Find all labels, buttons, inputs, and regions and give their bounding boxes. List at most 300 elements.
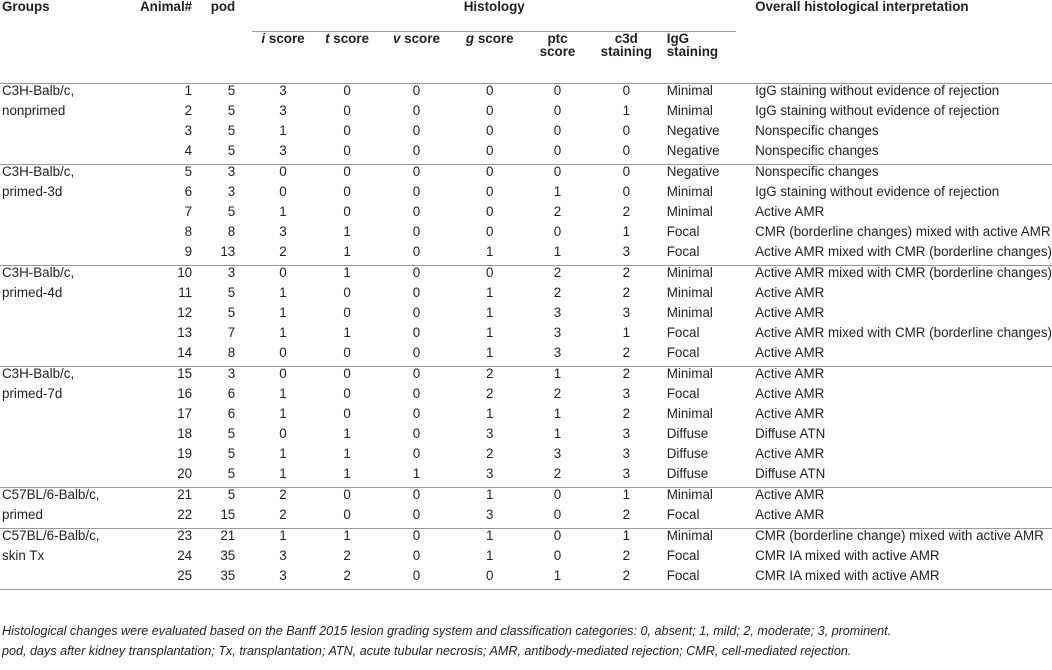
interpretation-cell: Active AMR — [736, 346, 1052, 367]
pod-cell: 15 — [192, 508, 235, 529]
v-score-cell: 0 — [412, 183, 421, 199]
ptc-score-cell: 0 — [527, 144, 588, 165]
t-score-cell: 1 — [314, 467, 381, 488]
animal-cell: 13 — [177, 324, 193, 340]
table-row — [0, 427, 1052, 447]
i-score-cell: 0 — [252, 346, 313, 367]
i-score-cell: 3 — [279, 547, 287, 563]
c3d-cell: 0 — [622, 183, 631, 199]
pod-cell: 6 — [227, 385, 236, 401]
pod-cell: 5 — [227, 122, 236, 138]
g-score-cell: 1 — [486, 547, 494, 563]
interpretation-cell: CMR (borderline changes) mixed with active AMR — [755, 223, 1051, 239]
pod-cell: 5 — [192, 144, 235, 165]
t-score-cell: 0 — [343, 486, 351, 502]
g-score-cell: 0 — [486, 203, 494, 219]
i-score-cell: 1 — [279, 445, 287, 461]
pod-cell: 7 — [227, 324, 236, 340]
v-score-cell: 0 — [412, 122, 421, 138]
ptc-score-cell: 3 — [553, 445, 562, 461]
v-score-cell: 1 — [381, 467, 453, 488]
g-score-cell: 1 — [486, 304, 494, 320]
animal-cell: 24 — [177, 547, 193, 563]
ptc-score-cell: 3 — [553, 304, 562, 320]
table-row — [0, 144, 1052, 165]
header-i-score: i score — [252, 31, 313, 83]
t-score-cell: 1 — [343, 223, 351, 239]
v-score-cell: 0 — [412, 405, 421, 421]
header-v-score: v score — [381, 31, 453, 83]
animal-cell: 12 — [177, 304, 193, 320]
ptc-score-cell: 0 — [553, 547, 562, 563]
ptc-score-cell: 2 — [553, 385, 562, 401]
i-score-cell: 1 — [279, 203, 287, 219]
pod-cell: 8 — [227, 223, 236, 239]
header-c3d-staining: c3d staining — [588, 31, 665, 83]
table-row — [0, 528, 1052, 549]
animal-cell: 8 — [184, 223, 193, 239]
ptc-score-cell: 1 — [553, 405, 562, 421]
animal-cell: 3 — [184, 122, 193, 138]
c3d-cell: 1 — [622, 102, 631, 118]
igg-cell: Negative — [666, 122, 720, 138]
t-score-cell: 1 — [343, 527, 351, 543]
group-name: C3H-Balb/c, — [2, 264, 75, 280]
g-score-cell: 0 — [486, 82, 494, 98]
igg-cell: Minimal — [666, 527, 713, 543]
group-name: C57BL/6-Balb/c, — [2, 527, 100, 543]
group-name-cont: primed-3d — [2, 183, 63, 199]
igg-cell: Focal — [665, 346, 736, 367]
interpretation-cell: Active AMR — [755, 486, 825, 502]
igg-cell: Minimal — [666, 405, 713, 421]
ptc-score-cell: 0 — [553, 223, 562, 239]
c3d-cell: 1 — [622, 223, 631, 239]
i-score-cell: 1 — [279, 324, 287, 340]
pod-cell: 5 — [227, 445, 236, 461]
table-row — [0, 205, 1052, 225]
animal-cell: 15 — [177, 365, 193, 381]
c3d-cell: 2 — [622, 264, 631, 280]
c3d-cell: 3 — [622, 425, 631, 441]
pod-cell: 5 — [227, 304, 236, 320]
table-row — [0, 407, 1052, 427]
i-score-cell: 2 — [252, 508, 313, 529]
v-score-cell: 0 — [412, 163, 421, 179]
t-score-cell: 2 — [343, 547, 351, 563]
animal-cell: 23 — [177, 527, 193, 543]
v-score-cell: 0 — [381, 245, 453, 266]
t-score-cell: 0 — [343, 385, 351, 401]
group-name-cont: primed-4d — [2, 284, 63, 300]
c3d-cell: 2 — [622, 365, 631, 381]
ptc-score-cell: 3 — [553, 324, 562, 340]
ptc-score-cell: 2 — [553, 203, 562, 219]
igg-cell: Focal — [666, 385, 700, 401]
igg-cell: Minimal — [666, 82, 713, 98]
i-score-cell: 3 — [279, 223, 287, 239]
t-score-cell: 1 — [343, 445, 351, 461]
g-score-cell: 2 — [486, 385, 494, 401]
t-score-cell: 0 — [343, 82, 351, 98]
pod-cell: 5 — [192, 467, 235, 488]
group-name-cont: nonprimed — [2, 102, 66, 118]
g-score-cell: 2 — [486, 445, 494, 461]
igg-cell: Focal — [666, 324, 700, 340]
i-score-cell: 1 — [279, 385, 287, 401]
v-score-cell: 0 — [412, 102, 421, 118]
interpretation-cell: IgG staining without evidence of rejection — [755, 183, 1000, 199]
animal-cell: 16 — [177, 385, 193, 401]
t-score-cell: 0 — [343, 203, 351, 219]
c3d-cell: 3 — [622, 304, 631, 320]
pod-cell: 21 — [220, 527, 236, 543]
pod-cell: 8 — [192, 346, 235, 367]
t-score-cell: 0 — [343, 163, 351, 179]
pod-cell: 5 — [227, 102, 236, 118]
interpretation-cell: Active AMR — [755, 365, 825, 381]
header-g-score: g score — [452, 31, 527, 83]
table-row — [0, 225, 1052, 245]
table-row — [0, 104, 1052, 124]
interpretation-cell: Active AMR — [755, 405, 825, 421]
animal-cell: 20 — [129, 467, 192, 488]
group-name: C57BL/6-Balb/c, — [2, 486, 100, 502]
i-score-cell: 3 — [252, 144, 313, 165]
v-score-cell: 0 — [412, 203, 421, 219]
interpretation-cell: Diffuse ATN — [755, 425, 826, 441]
i-score-cell: 3 — [279, 102, 287, 118]
interpretation-cell: Active AMR — [736, 508, 1052, 529]
pod-cell: 3 — [227, 365, 236, 381]
t-score-cell: 0 — [343, 102, 351, 118]
igg-cell: Minimal — [666, 183, 713, 199]
animal-cell: 10 — [177, 264, 193, 280]
interpretation-cell: IgG staining without evidence of rejection — [755, 102, 1000, 118]
igg-cell: Focal — [666, 547, 700, 563]
table-header — [0, 0, 1052, 83]
table-row — [0, 569, 1052, 590]
table-row — [0, 306, 1052, 326]
interpretation-cell: Active AMR — [755, 284, 825, 300]
ptc-score-cell: 0 — [553, 163, 562, 179]
pod-cell: 3 — [227, 163, 236, 179]
g-score-cell: 3 — [452, 467, 527, 488]
ptc-score-cell: 2 — [553, 284, 562, 300]
interpretation-cell: Active AMR — [755, 445, 825, 461]
c3d-cell: 3 — [622, 445, 631, 461]
interpretation-cell: Active AMR mixed with CMR (borderline changes) — [755, 264, 1052, 280]
animal-cell: 7 — [184, 203, 193, 219]
interpretation-cell: IgG staining without evidence of rejection — [755, 82, 1000, 98]
igg-cell: Minimal — [666, 264, 713, 280]
group-name: C3H-Balb/c, — [2, 82, 75, 98]
g-score-cell: 1 — [486, 405, 494, 421]
v-score-cell: 0 — [381, 144, 453, 165]
c3d-cell: 2 — [588, 569, 665, 590]
table-row — [0, 549, 1052, 569]
i-score-cell: 1 — [279, 405, 287, 421]
v-score-cell: 0 — [412, 486, 421, 502]
g-score-cell: 1 — [486, 527, 494, 543]
animal-cell: 5 — [184, 163, 193, 179]
g-score-cell: 1 — [452, 245, 527, 266]
t-score-cell: 1 — [314, 245, 381, 266]
v-score-cell: 0 — [412, 385, 421, 401]
t-score-cell: 0 — [314, 508, 381, 529]
ptc-score-cell: 0 — [527, 508, 588, 529]
i-score-cell: 1 — [252, 467, 313, 488]
interpretation-cell: CMR IA mixed with active AMR — [755, 547, 940, 563]
c3d-cell: 1 — [622, 324, 631, 340]
header-pod: pod — [210, 0, 236, 14]
i-score-cell: 0 — [279, 264, 287, 280]
t-score-cell: 0 — [314, 144, 381, 165]
igg-cell: Minimal — [666, 486, 713, 502]
igg-cell: Minimal — [666, 304, 713, 320]
table-row — [0, 164, 1052, 185]
t-score-cell: 0 — [343, 405, 351, 421]
igg-cell: Diffuse — [666, 445, 709, 461]
igg-cell: Focal — [665, 508, 736, 529]
pod-cell: 5 — [227, 425, 236, 441]
t-score-cell: 0 — [343, 183, 351, 199]
table-row — [0, 286, 1052, 306]
v-score-cell: 0 — [412, 547, 421, 563]
g-score-cell: 2 — [486, 365, 494, 381]
ptc-score-cell: 0 — [553, 486, 562, 502]
pod-cell: 3 — [227, 183, 236, 199]
v-score-cell: 0 — [412, 527, 421, 543]
t-score-cell: 0 — [343, 284, 351, 300]
i-score-cell: 1 — [279, 122, 287, 138]
i-score-cell: 3 — [252, 569, 313, 590]
pod-cell: 5 — [227, 82, 236, 98]
c3d-cell: 0 — [622, 122, 631, 138]
header-igg-staining: IgG staining — [665, 31, 736, 83]
group-name-cont: primed-7d — [2, 385, 63, 401]
c3d-cell: 3 — [588, 467, 665, 488]
pod-cell: 6 — [227, 405, 236, 421]
v-score-cell: 0 — [412, 365, 421, 381]
table-row — [0, 185, 1052, 205]
i-score-cell: 1 — [279, 304, 287, 320]
header-histology: Histology — [252, 0, 736, 31]
pod-cell: 3 — [227, 264, 236, 280]
i-score-cell: 1 — [279, 284, 287, 300]
animal-cell: 17 — [177, 405, 193, 421]
t-score-cell: 0 — [343, 365, 351, 381]
c3d-cell: 0 — [588, 144, 665, 165]
i-score-cell: 0 — [279, 425, 287, 441]
table-row — [0, 387, 1052, 407]
g-score-cell: 0 — [486, 223, 494, 239]
header-interpretation: Overall histological interpretation — [755, 0, 969, 14]
interpretation-cell: Nonspecific changes — [755, 163, 879, 179]
table-body — [0, 83, 1052, 589]
table-row — [0, 447, 1052, 467]
header-groups: Groups — [2, 0, 50, 14]
igg-cell: Minimal — [666, 284, 713, 300]
ptc-score-cell: 3 — [527, 346, 588, 367]
table-row — [0, 346, 1052, 367]
i-score-cell: 0 — [279, 183, 287, 199]
t-score-cell: 1 — [343, 264, 351, 280]
c3d-cell: 2 — [588, 508, 665, 529]
v-score-cell: 0 — [412, 284, 421, 300]
igg-cell: Minimal — [666, 203, 713, 219]
c3d-cell: 2 — [622, 203, 631, 219]
animal-cell: 6 — [184, 183, 193, 199]
t-score-cell: 0 — [343, 304, 351, 320]
ptc-score-cell: 1 — [527, 245, 588, 266]
v-score-cell: 0 — [412, 304, 421, 320]
group-name: C3H-Balb/c, — [2, 365, 75, 381]
g-score-cell: 3 — [486, 425, 494, 441]
footnote-line-1: Histological changes were evaluated based on the Banff 2015 lesion grading system and classification categories: 0, absent; 1, mild; 2, moderate; 3, prominent. — [2, 624, 892, 638]
igg-cell: Focal — [665, 569, 736, 590]
pod-cell: 5 — [227, 284, 236, 300]
t-score-cell: 0 — [314, 346, 381, 367]
t-score-cell: 2 — [314, 569, 381, 590]
table-row — [0, 245, 1052, 266]
i-score-cell: 0 — [279, 365, 287, 381]
v-score-cell: 0 — [412, 445, 421, 461]
table-row — [0, 265, 1052, 286]
c3d-cell: 1 — [622, 527, 631, 543]
i-score-cell: 0 — [279, 163, 287, 179]
animal-cell: 2 — [184, 102, 193, 118]
g-score-cell: 0 — [486, 122, 494, 138]
v-score-cell: 0 — [412, 82, 421, 98]
interpretation-cell: CMR IA mixed with active AMR — [736, 569, 1052, 590]
header-animal: Animal# — [140, 0, 193, 14]
ptc-score-cell: 0 — [553, 102, 562, 118]
c3d-cell: 2 — [622, 547, 631, 563]
c3d-cell: 1 — [622, 486, 631, 502]
animal-cell: 19 — [177, 445, 193, 461]
g-score-cell: 1 — [486, 324, 494, 340]
pod-cell: 5 — [227, 486, 236, 502]
ptc-score-cell: 0 — [553, 527, 562, 543]
i-score-cell: 1 — [279, 527, 287, 543]
igg-cell: Diffuse — [666, 425, 709, 441]
ptc-score-cell: 0 — [553, 122, 562, 138]
g-score-cell: 1 — [486, 486, 494, 502]
v-score-cell: 0 — [412, 223, 421, 239]
igg-cell: Minimal — [666, 102, 713, 118]
group-name: C3H-Balb/c, — [2, 163, 75, 179]
g-score-cell: 0 — [452, 569, 527, 590]
animal-cell: 21 — [177, 486, 193, 502]
g-score-cell: 0 — [486, 264, 494, 280]
pod-cell: 5 — [227, 203, 236, 219]
animal-cell: 25 — [129, 569, 192, 590]
c3d-cell: 3 — [622, 385, 631, 401]
group-name-cont: primed — [0, 508, 129, 529]
interpretation-cell: CMR (borderline change) mixed with active AMR — [755, 527, 1044, 543]
igg-cell: Negative — [666, 163, 720, 179]
interpretation-cell: Active AMR — [755, 304, 825, 320]
t-score-cell: 1 — [343, 425, 351, 441]
ptc-score-cell: 1 — [553, 183, 562, 199]
ptc-score-cell: 1 — [553, 365, 562, 381]
ptc-score-cell: 2 — [527, 467, 588, 488]
ptc-score-cell: 1 — [527, 569, 588, 590]
g-score-cell: 1 — [486, 284, 494, 300]
c3d-cell: 3 — [588, 245, 665, 266]
animal-cell: 18 — [177, 425, 193, 441]
i-score-cell: 2 — [279, 486, 287, 502]
pod-cell: 35 — [192, 569, 235, 590]
table-row — [0, 487, 1052, 508]
table-row — [0, 83, 1052, 104]
animal-cell: 9 — [129, 245, 192, 266]
igg-cell: Negative — [665, 144, 736, 165]
interpretation-cell: Nonspecific changes — [736, 144, 1052, 165]
v-score-cell: 0 — [381, 508, 453, 529]
table-footnote — [2, 621, 891, 661]
igg-cell: Focal — [665, 245, 736, 266]
header-t-score: t score — [314, 31, 381, 83]
pod-cell: 13 — [192, 245, 235, 266]
interpretation-cell: Active AMR mixed with CMR (borderline changes) — [755, 324, 1052, 340]
c3d-cell: 0 — [622, 163, 631, 179]
v-score-cell: 0 — [412, 264, 421, 280]
g-score-cell: 0 — [486, 163, 494, 179]
interpretation-cell: Active AMR mixed with CMR (borderline changes) — [736, 245, 1052, 266]
g-score-cell: 0 — [452, 144, 527, 165]
g-score-cell: 0 — [486, 102, 494, 118]
header-ptc-score: ptc score — [527, 31, 588, 83]
c3d-cell: 0 — [622, 82, 631, 98]
igg-cell: Minimal — [666, 365, 713, 381]
table-row — [0, 124, 1052, 144]
ptc-score-cell: 2 — [553, 264, 562, 280]
interpretation-cell: Diffuse ATN — [736, 467, 1052, 488]
interpretation-cell: Active AMR — [755, 385, 825, 401]
igg-cell: Focal — [666, 223, 700, 239]
table-row — [0, 467, 1052, 488]
group-name-cont: skin Tx — [2, 547, 45, 563]
ptc-score-cell: 0 — [553, 82, 562, 98]
c3d-cell: 2 — [622, 284, 631, 300]
g-score-cell: 3 — [452, 508, 527, 529]
footnote-line-2: pod, days after kidney transplantation; Tx, transplantation; ATN, acute tubular necrosis; AMR, antibody-mediated rejection; CMR, cell-mediated rejection. — [2, 644, 852, 658]
v-score-cell: 0 — [412, 324, 421, 340]
animal-cell: 22 — [129, 508, 192, 529]
ptc-score-cell: 1 — [553, 425, 562, 441]
pod-cell: 35 — [220, 547, 236, 563]
animal-cell: 14 — [129, 346, 192, 367]
igg-cell: Diffuse — [665, 467, 736, 488]
g-score-cell: 1 — [452, 346, 527, 367]
t-score-cell: 1 — [343, 324, 351, 340]
animal-cell: 11 — [178, 284, 193, 300]
t-score-cell: 0 — [343, 122, 351, 138]
i-score-cell: 3 — [279, 82, 287, 98]
i-score-cell: 2 — [252, 245, 313, 266]
animal-cell: 1 — [184, 82, 193, 98]
interpretation-cell: Active AMR — [755, 203, 825, 219]
table-row — [0, 326, 1052, 346]
v-score-cell: 0 — [381, 346, 453, 367]
animal-cell: 4 — [129, 144, 192, 165]
c3d-cell: 2 — [588, 346, 665, 367]
table-row — [0, 366, 1052, 387]
v-score-cell: 0 — [381, 569, 453, 590]
interpretation-cell: Nonspecific changes — [755, 122, 879, 138]
